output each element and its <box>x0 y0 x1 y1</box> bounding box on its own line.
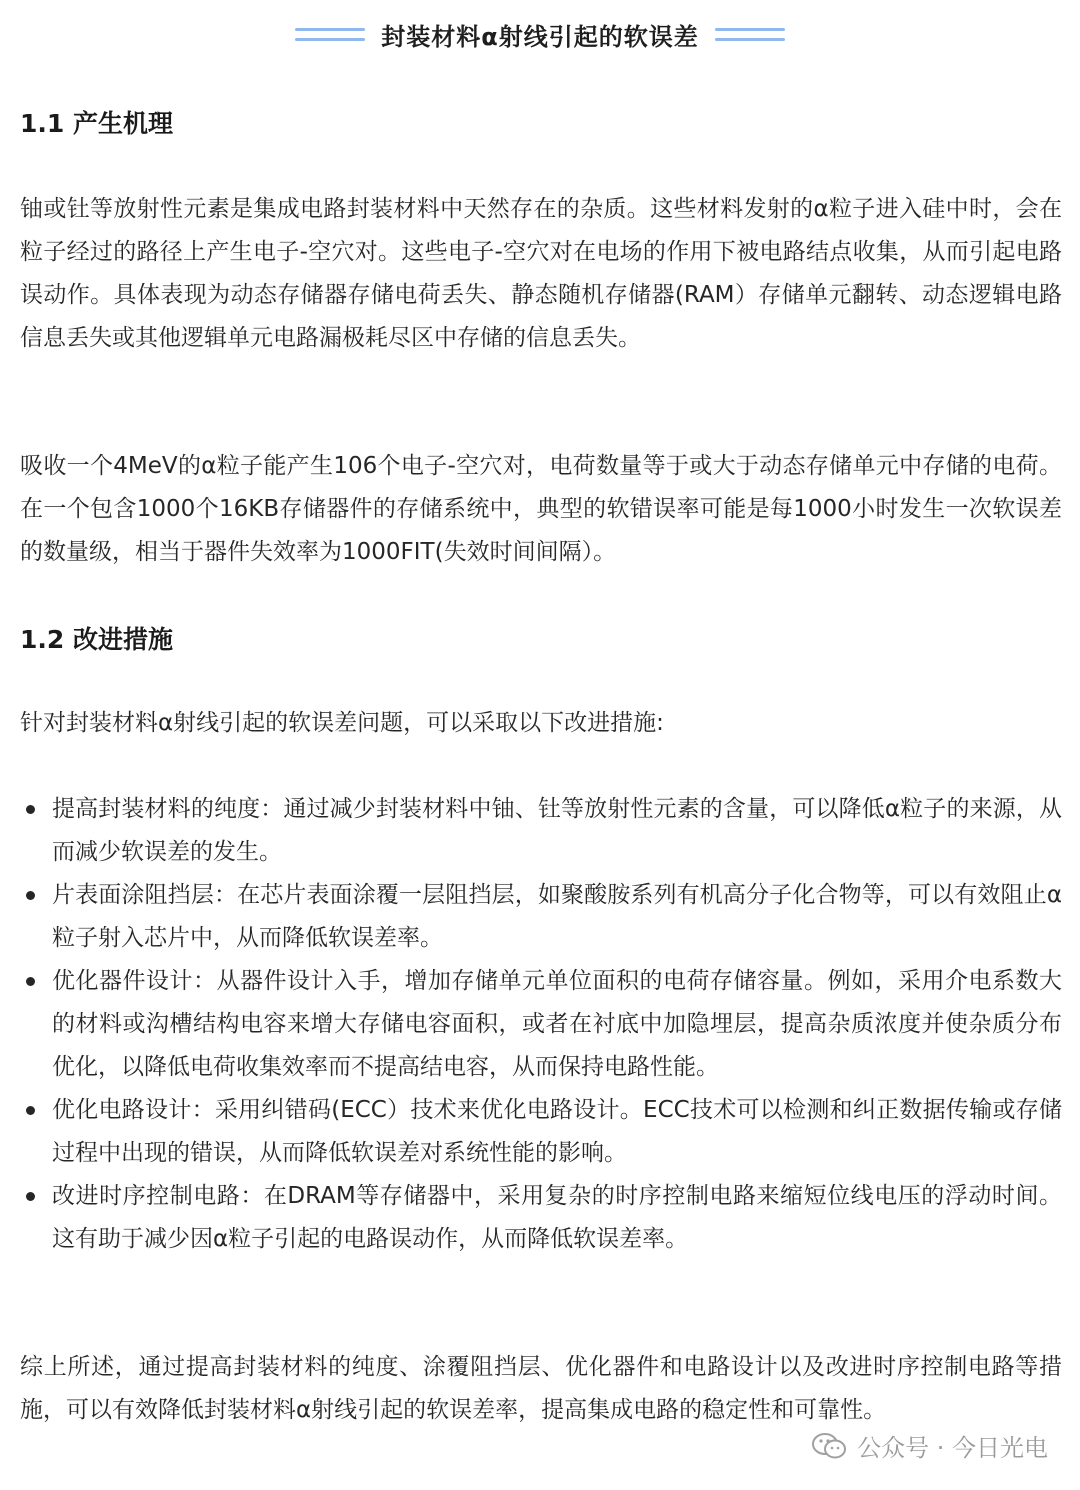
title-decoration-left <box>295 28 365 41</box>
bullet-icon <box>26 977 35 986</box>
heading-1-2: 1.2 改进措施 <box>20 625 173 654</box>
heading-1-1: 1.1 产生机理 <box>20 109 173 138</box>
list-item <box>20 1175 1062 1261</box>
paragraph-mechanism: 铀或钍等放射性元素是集成电路封装材料中天然存在的杂质。这些材料发射的α粒子进入硅中时，会在粒子经过的路径上产生电子-空穴对。这些电子-空穴对在电场的作用下被电路结点收集，从而引起电路误动作。具体表现为动态存储器存储电荷丢失、静态随机存储器(RAM）存储单元翻转、动态逻辑电路信息丢失或其他逻辑单元电路漏极耗尽区中存储的信息丢失。 <box>20 196 1062 351</box>
wechat-icon <box>811 1432 847 1460</box>
paragraph-intro: 针对封装材料α射线引起的软误差问题，可以采取以下改进措施: <box>20 710 664 736</box>
bullet-icon <box>26 1192 35 1201</box>
bullet-icon <box>26 891 35 900</box>
bullet-icon <box>26 1106 35 1115</box>
watermark-text: 公众号 · 今日光电 <box>857 1434 1048 1462</box>
list-item-text: 片表面涂阻挡层：在芯片表面涂覆一层阻挡层，如聚酸胺系列有机高分子化合物等，可以有效阻止α粒子射入芯片中，从而降低软误差率。 <box>52 882 1062 951</box>
list-item-text: 改进时序控制电路：在DRAM等存储器中，采用复杂的时序控制电路来缩短位线电压的浮动时间。这有助于减少因α粒子引起的电路误动作，从而降低软误差率。 <box>52 1183 1062 1252</box>
list-item-text: 优化电路设计：采用纠错码(ECC）技术来优化电路设计。ECC技术可以检测和纠正数据传输或存储过程中出现的错误，从而降低软误差对系统性能的影响。 <box>52 1097 1062 1166</box>
paragraph-conclusion: 综上所述，通过提高封装材料的纯度、涂覆阻挡层、优化器件和电路设计以及改进时序控制电路等措施，可以有效降低封装材料α射线引起的软误差率，提高集成电路的稳定性和可靠性。 <box>20 1354 1062 1423</box>
list-item <box>20 874 1062 960</box>
bullet-icon <box>26 805 35 814</box>
measures-list <box>20 788 1062 1261</box>
list-item <box>20 1089 1062 1175</box>
list-item-text: 优化器件设计：从器件设计入手，增加存储单元单位面积的电荷存储容量。例如，采用介电系数大的材料或沟槽结构电容来增大存储电容面积，或者在衬底中加隐埋层，提高杂质浓度并使杂质分布优化，以降低电荷收集效率而不提高结电容，从而保持电路性能。 <box>52 968 1062 1080</box>
title-decoration-right <box>715 28 785 41</box>
section-title: 封装材料α射线引起的软误差 <box>381 22 699 51</box>
list-item-text: 提高封装材料的纯度：通过减少封装材料中铀、钍等放射性元素的含量，可以降低α粒子的来源，从而减少软误差的发生。 <box>52 796 1062 865</box>
list-item <box>20 788 1062 874</box>
section-title-bar <box>0 8 1080 60</box>
list-item <box>20 960 1062 1089</box>
paragraph-statistics: 吸收一个4MeV的α粒子能产生106个电子-空穴对，电荷数量等于或大于动态存储单元中存储的电荷。在一个包含1000个16KB存储器件的存储系统中，典型的软错误率可能是每1000小时发生一次软误差的数量级，相当于器件失效率为1000FIT(失效时间间隔）。 <box>20 453 1062 565</box>
watermark <box>811 1428 1048 1463</box>
